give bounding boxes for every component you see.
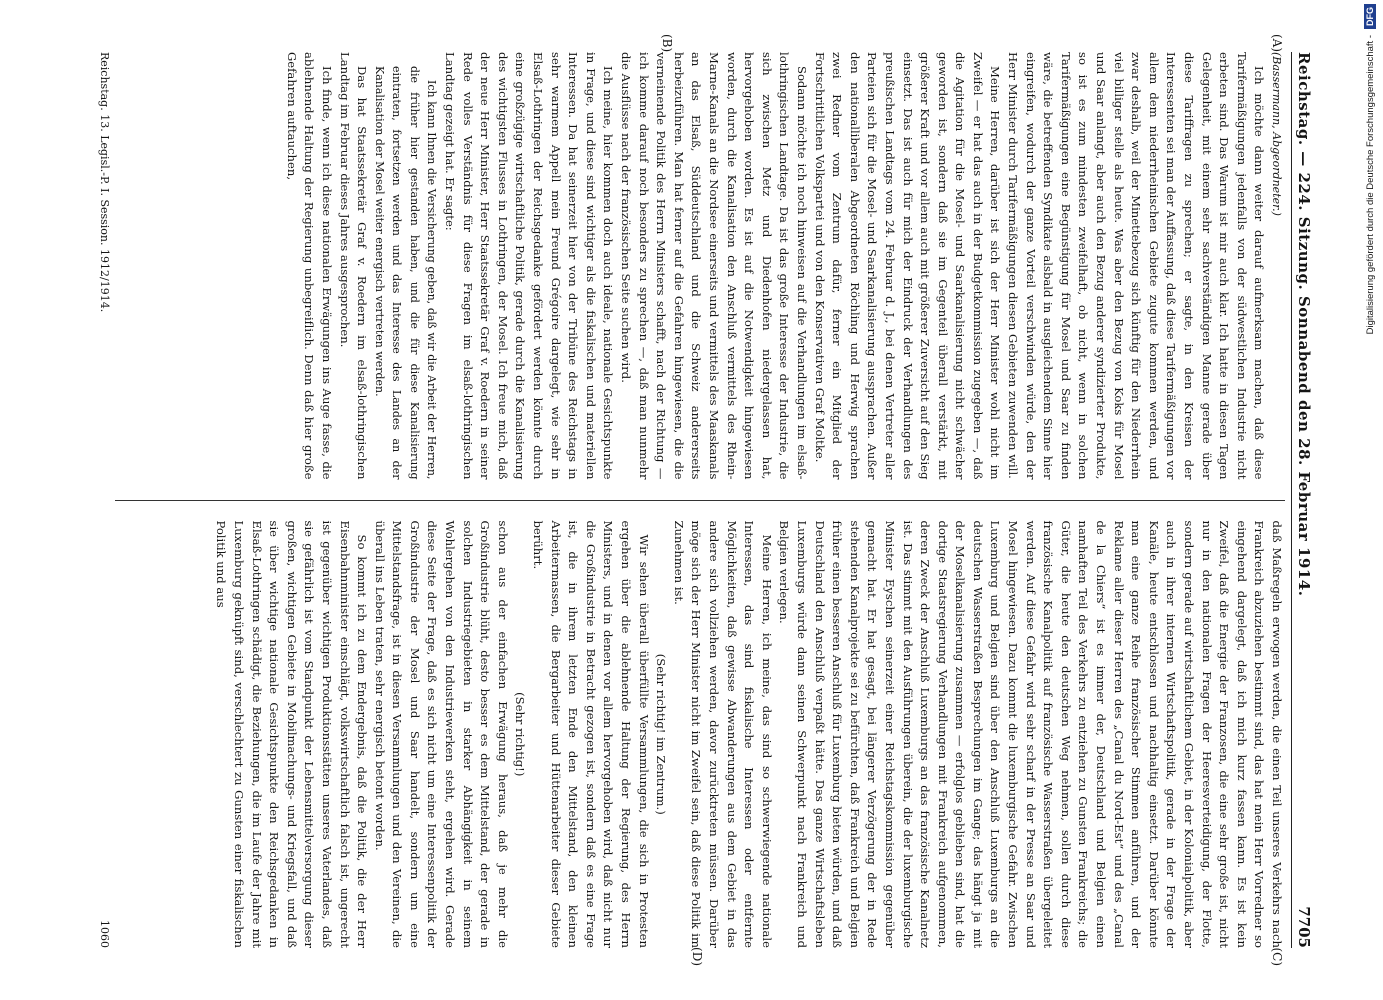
rotated-document-page — [57, 30, 1327, 970]
header-title: Reichstag. — 224. Sitzung. Sonnabend den 28. Februar 1914. — [1294, 52, 1313, 597]
speaker-tag: (Bassermann, Abgeordneter.) — [1269, 52, 1283, 216]
page-header — [1291, 52, 1313, 948]
page-number: 7705 — [1294, 906, 1313, 948]
dfg-logo: DFG — [1364, 4, 1376, 29]
left-quote: Ich kann Ihnen die Versicherung geben, daß wir die Arbeit der Herren, die früher hier gestanden haben, und die für diese Kanalisierung eintraten, fortsetzen werden und das Interesse des Landes an der Kanalisation der Mosel weiter energisch vertreten werden. — [372, 66, 438, 480]
margin-letter-d: (D) — [689, 947, 704, 966]
margin-letter-b: (B) — [659, 34, 674, 53]
page-footer — [98, 52, 111, 948]
right-paragraph-3: Wir sehen überall überfüllte Versammlungen, die sich in Protesten ergehen über die ablehnende Haltung der Regierung, des Herrn Ministers, und in denen vor allem hervorgehoben wird, daß nicht nur die Großindustrie in Betracht gezogen ist, sondern daß es eine Frage ist, die in ihrem letzten Ende den Mittelstand, den kleinen Arbeitermassen, die Bergarbeiter und Hüttenarbeiter dieser Gebiete berührt. — [530, 520, 651, 948]
text-columns — [115, 34, 1285, 966]
interjection-1: (Sehr richtig! im Zentrum.) — [653, 653, 668, 815]
left-paragraph-7: Ich finde, wenn ich diese nationalen Erwägungen ins Auge fasse, die ablehnende Haltung der Regierung unbegreiflich. Denn daß hier große Gefahren auftauchen, — [284, 52, 334, 480]
right-paragraph-4: schon aus der einfachen Erwägung heraus, daß je mehr die Großindustrie blüht, desto besser es dem Mittelstand, der gerade in solchen Industriegebieten in starker Abhängigkeit in seinem Wohlergehen von den Industriewerken steht, ergehen wird. Gerade diese Seite der Frage, daß es sich nicht um eine Interessenpolitik der Großindustrie der Mosel und Saar handelt, sondern um eine Mittelstandsfrage, ist in diesen Versammlungen und den Vereinen, die überall ins Leben traten, sehr energisch betont worden. — [372, 520, 510, 948]
right-paragraph-2: Meine Herren, ich meine, das sind so schwerwiegende nationale Interessen, das sind fiskalische Interessen oder entfernte Möglichkeiten, daß gewisse Abwanderungen aus dem Gebiet in das andere sich vollziehen werden, davor zurücktreten müssen. Darüber möge sich der Herr Minister nicht im Zweifel sein, daß diese Politik im Zunehmen ist. — [671, 520, 774, 948]
left-paragraph-3: Sodann möchte ich noch hinweisen auf die Verhandlungen im elsaß-lothringischen Landtage. Da ist das große Interesse der Industrie, die sich zwischen Metz und Diedenhofen niedergelassen hat, hervorgehoben worden. Es ist auf die Notwendigkeit hingewiesen worden, durch die Kanalisation den Anschluß vermittels des Rhein-Marne-Kanals an die Nordsee einerseits und vermittels des Maaskanals an das Elsaß, Süddeutschland und die Schweiz andererseits herbeizuführen. Man hat ferner auf die Gefahren hingewiesen, die die verneinende Politik des Herrn Ministers schafft, nach der Richtung — ich komme darauf noch besonders zu sprechen —, daß man nunmehr die Ausflüsse nach der französischen Seite suchen wird. — [618, 52, 809, 480]
left-paragraph-1: Ich möchte dann weiter darauf aufmerksam machen, daß diese Tarifermäßigungen jedenfalls von der südwestlichen Industrie nicht erbeten sind. Das Warum ist mir auch klar. Ich hatte in diesen Tagen Gelegenheit, mit einem sehr sachverständigen Manne gerade über diese Tariffragen zu sprechen; er sagte, in den Kreisen der Interessenten sei man der Auffassung, daß diese Tarifermäßigungen vor allem dem niederrheinischen Gebiete zugute kommen werden, und zwar deshalb, weil der Minettebezug sich künftig für den Niederrhein viel billiger stelle als heute. Was aber den Bezug von Koks für Mosel und Saar anlangt, aber auch den Bezug anderer syndizierter Produkte, so ist es zum mindesten zweifelhaft, ob nicht, wenn in solchen Tarifermäßigungen eine Begünstigung für Mosel und Saar zu finden wäre, die betreffenden Syndikate alsbald in ausgleichendem Sinne hier eingreifen, wodurch der ganze Vorteil verschwinden würde, den der Herr Minister durch Tarifermäßigungen diesen Gebieten zuwenden will. — [1005, 52, 1266, 480]
right-paragraph-5: So kommt ich zu dem Endergebnis, daß die Politik, die der Herr Eisenbahnminister einschlägt, volkswirtschaftlich falsch ist, ungerecht ist gegenüber wichtigen Produktionsstätten unseres Vaterlandes, daß sie gefährlich ist vom Standpunkt der Lebensmittelversorgung dieser großen, wichtigen Gebiete in Mobilmachungs- und Kriegsfall, und daß sie über wichtige nationale Gesichtspunkte den Reichsgedanken in Elsaß-Lothringen schädigt, die Beziehungen, die im Laufe der Jahre mit Luxemburg geknüpft sind, verschlechtert zu Gunsten einer fiskalischen Politik und aus — [213, 520, 369, 948]
footer-sheet-number: 1060 — [97, 920, 111, 948]
left-paragraph-6: Das hat Staatssekretär Graf v. Roedern im elsaß-lothringischen Landtag im Februar dieses Jahres ausgesprochen. — [337, 52, 369, 480]
left-paragraph-4: Ich meine, hier kommen doch auch ideale, nationale Gesichtspunkte in Frage, und diese sind wichtiger als die fiskalischen und materiellen Interessen. Da hat seinerzeit hier von der Tribüne des Reichstags in sehr warmem Appell mein Freund Grégoire dargelegt, wie sehr in Elsaß-Lothringen der Reichsgedanke gefördert werden könnte durch eine großzügige wirtschaftliche Politik, gerade durch die Kanalisierung des wichtigsten Flusses in Lothringen, der Mosel. Ich freue mich, daß der neue Herr Minister, Herr Staatssekretär Graf v. Roedern in seiner Rede volles Verständnis für diese Fragen im elsaß-lothringischen Landtag gezeigt hat. Er sagte: — [442, 52, 615, 480]
margin-letter-a: (A) — [1269, 34, 1284, 53]
credit-text: Digitalisierung gefördert durch die Deutsche Forschungsgemeinschaft - — [1364, 35, 1376, 335]
column-divider — [115, 500, 1285, 501]
digitization-credit — [1359, 4, 1381, 994]
footer-session: Reichstag. 13. Legisl.-P. I. Session. 1912/1914. — [97, 52, 111, 313]
left-paragraph-2: Meine Herren, darüber ist sich der Herr Minister wohl nicht im Zweifel — er hat das auch in der Budgetkommission zugegeben —, daß die Agitation für die Mosel- und Saarkanalisierung nicht schwächer geworden ist, sondern daß sie im Gegenteil überall verstärkt, mit größerer Kraft und vor allem auch mit größerer Zuversicht auf den Sieg einsetzt. Das ist auch für mich der Eindruck der Verhandlungen des preußischen Landtags vom 24. Februar d. J., bei denen Vertreter aller Parteien sich für die Mosel- und Saarkanalisierung aussprachen. Außer den nationalliberalen Abgeordneten Röchling und Herwig sprachen zwei Redner vom Zentrum dafür, ferner ein Mitglied der Fortschrittlichen Volkspartei und von den Konservativen Graf Moltke. — [812, 52, 1002, 480]
interjection-2: (Sehr richtig!) — [512, 692, 527, 777]
margin-letter-c: (C) — [1269, 947, 1284, 966]
right-column — [115, 520, 1285, 966]
left-column — [115, 34, 1285, 480]
right-paragraph-1: daß Maßregeln erwogen werden, die einen Teil unseres Verkehrs nach Frankreich abzuziehen bestimmt sind, das hat mein Herr Vorredner so eingehend dargelegt, daß ich mich kurz fassen kann. Es ist kein Zweifel, daß die Energie der Franzosen, die eine sehr große ist, nicht nur in den nationalen Fragen der Heeresverteidigung, der Flotte, sondern gerade auf wirtschaftlichem Gebiet, in der Kolonialpolitik, aber auch in ihrer internen Wirtschaftspolitik, gerade in der Frage der Kanäle, heute entschlossen und nachhaltig einsetzt. Darüber könnte man eine ganze Reihe französischer Stimmen anführen, und der Reklame aller dieser Herren des „Canal du Nord-Est“ und des „Canal de la Chiers“ ist es immer der, Deutschland und Belgien einen namhaften Teil des Verkehrs zu entziehen zu Gunsten Frankreichs; die Güter, die heute den deutschen Weg nehmen, sollen durch diese französische Kanalpolitik auf französische Wasserstraßen übergeleitet werden. Auf diese Gefahr wird sehr scharf in der Presse an Saar und Mosel hingewiesen. Dazu kommt die luxemburgische Gefahr. Zwischen Luxemburg und Belgien sind über den Anschluß Luxemburgs an die deutschen Wasserstraßen Besprechungen im Gange; das hängt ja mit der Moselkanalisierung zusammen — erfolglos geblieben sind, hat die dortige Staatsregierung Verhandlungen mit Frankreich aufgenommen, deren Zweck der Anschluß Luxemburgs an das französische Kanalnetz ist. Das stimmt mit den Ausführungen überein, die der luxemburgische Minister Eyschen seinerzeit einer Reichstagskommission gegenüber gemacht hat. Er hat gesagt, bei längerer Verzögerung der in Rede stehenden Kanalprojekte sei zu befürchten, daß Frankreich und Belgien früher einen besseren Anschluß für Luxemburg bieten würden, und daß Deutschland den Anschluß verpaßt hätte. Das ganze Wirtschaftsleben Luxemburgs würde dann seinen Schwerpunkt nach Frankreich und Belgien verlegen. — [776, 520, 1284, 948]
